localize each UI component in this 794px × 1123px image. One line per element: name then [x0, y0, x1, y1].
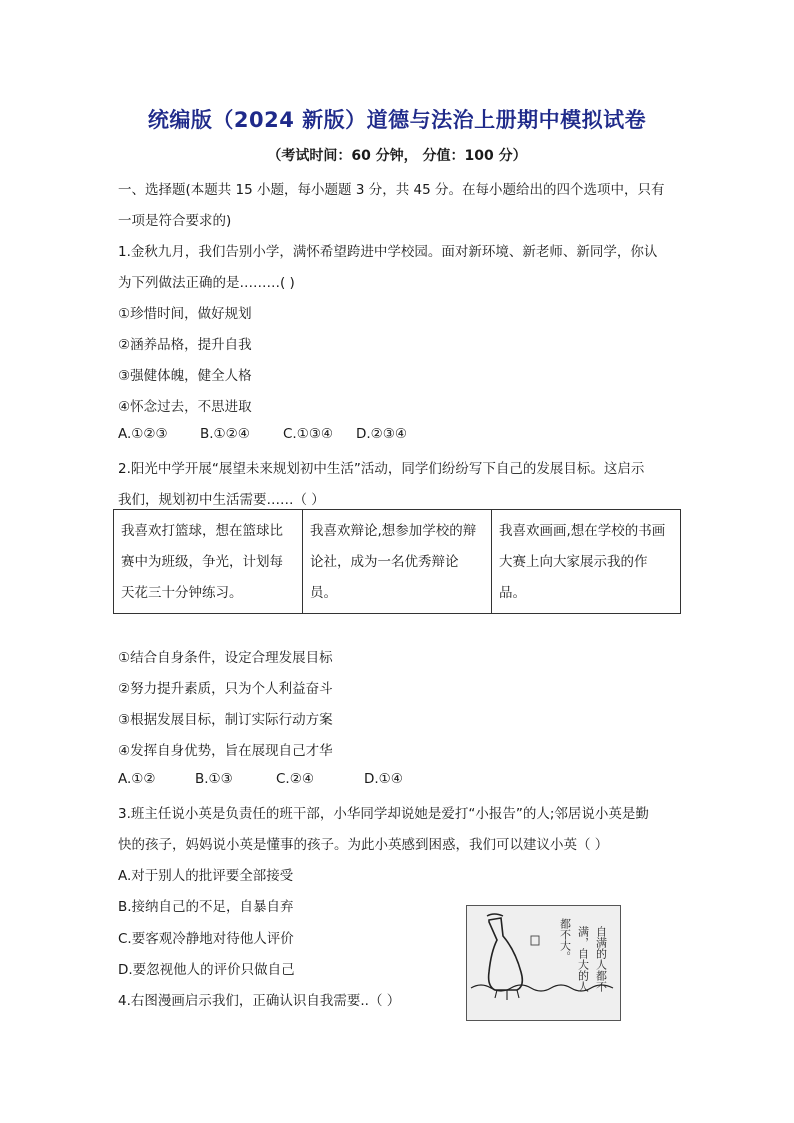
q2-item-3: ③根据发展目标，制订实际行动方案	[118, 712, 333, 728]
q3-option-b: B.接纳自己的不足，自暴自弃	[118, 899, 294, 915]
cartoon-caption-3: 都不大。	[558, 918, 572, 962]
q2-option-a: A.①②	[118, 771, 156, 787]
q2-goal-table	[113, 509, 681, 614]
q2-item-4: ④发挥自身优势，旨在展现自己才华	[118, 743, 333, 759]
exam-info: （考试时间：60 分钟， 分值：100 分）	[267, 148, 527, 164]
q2-option-c: C.②④	[276, 771, 314, 787]
q3-option-c: C.要客观冷静地对待他人评价	[118, 931, 294, 947]
q2-option-d: D.①④	[364, 771, 403, 787]
q3-stem-cont: 快的孩子，妈妈说小英是懂事的孩子。为此小英感到困惑，我们可以建议小英（ ）	[118, 837, 609, 853]
cartoon-caption-1: 自满的人都不	[594, 926, 608, 992]
q2-stem-cont: 我们，规划初中生活需要……（ ）	[118, 492, 325, 508]
q1-option-c: C.①③④	[283, 426, 334, 442]
section-heading-cont: 一项是符合要求的)	[118, 213, 232, 229]
q1-item-1: ①珍惜时间，做好规划	[118, 306, 252, 322]
q3-stem: 3.班主任说小英是负责任的班干部，小华同学却说她是爱打“小报告”的人;邻居说小英是勤	[118, 806, 649, 822]
q1-stem-cont: 为下列做法正确的是………( )	[118, 275, 295, 291]
q1-item-2: ②涵养品格，提升自我	[118, 337, 252, 353]
q3-option-a: A.对于别人的批评要全部接受	[118, 868, 294, 884]
q2-item-1: ①结合自身条件，设定合理发展目标	[118, 650, 333, 666]
q3-option-d: D.要忽视他人的评价只做自己	[118, 962, 295, 978]
cartoon-caption-2: 满，自大的人	[576, 926, 590, 992]
q1-stem: 1.金秋九月，我们告别小学，满怀希望跨进中学校园。面对新环境、新老师、新同学，你认	[118, 244, 658, 260]
q1-option-b: B.①②④	[200, 426, 250, 442]
q4-stem: 4.右图漫画启示我们，正确认识自我需要..（ ）	[118, 993, 401, 1009]
q2-stem: 2.阳光中学开展“展望未来规划初中生活”活动，同学们纷纷写下自己的发展目标。这启示	[118, 461, 645, 477]
table-cell: 我喜欢打篮球，想在篮球比赛中为班级，争光，计划每天花三十分钟练习。	[114, 510, 303, 614]
q2-option-b: B.①③	[195, 771, 233, 787]
page-title: 统编版（2024 新版）道德与法治上册期中模拟试卷	[147, 108, 647, 132]
q1-option-a: A.①②③	[118, 426, 168, 442]
q2-item-2: ②努力提升素质，只为个人利益奋斗	[118, 681, 333, 697]
bottle-cartoon-image	[466, 905, 621, 1021]
bottle-illustration	[467, 906, 620, 1020]
q1-item-3: ③强健体魄，健全人格	[118, 368, 252, 384]
table-cell: 我喜欢辩论,想参加学校的辩论社，成为一名优秀辩论员。	[303, 510, 492, 614]
table-cell: 我喜欢画画,想在学校的书画大赛上向大家展示我的作品。	[492, 510, 681, 614]
section-heading: 一、选择题(本题共 15 小题，每小题题 3 分，共 45 分。在每小题给出的四个选项中，只有	[118, 182, 665, 198]
q1-item-4: ④怀念过去，不思进取	[118, 399, 252, 415]
q1-option-d: D.②③④	[356, 426, 407, 442]
